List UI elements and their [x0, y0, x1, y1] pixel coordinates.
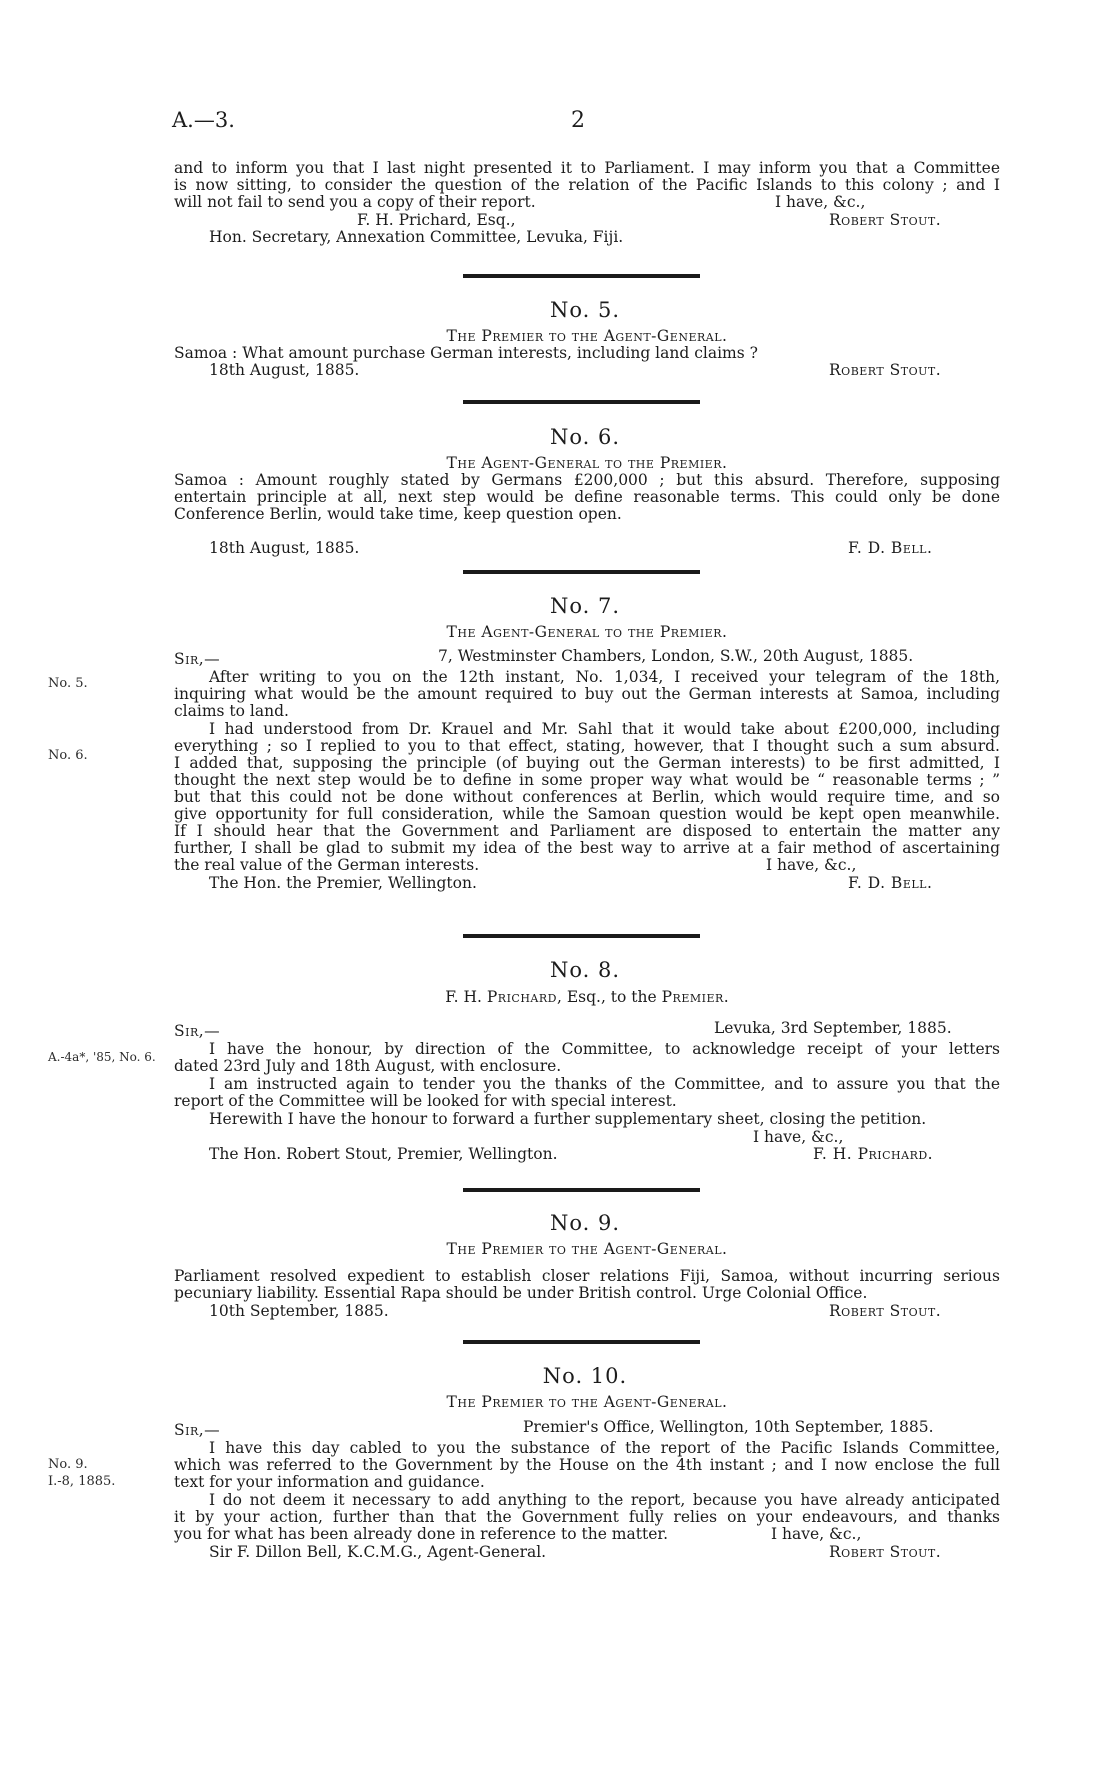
letter-signature: F. D. Bell.	[848, 874, 933, 892]
telegram-signature: F. D. Bell.	[848, 539, 933, 557]
margin-note: No. 6.	[48, 748, 88, 763]
text-line: I had understood from Dr. Krauel and Mr. Sahl that it would take about £200,000, including	[209, 720, 1000, 738]
letter-paragraph	[174, 1440, 1000, 1495]
document-heading: The Premier to the Agent-General.	[446, 1393, 728, 1411]
text-line: which was referred to the Government by the House on the 4th instant ; and I now enclose the full	[174, 1456, 1000, 1474]
text-line: further, I shall be glad to submit my idea of the best way to arrive at a fair method of ascertaining	[174, 839, 1000, 857]
text-line: If I should hear that the Government and Parliament are disposed to entertain the matter any	[174, 822, 1000, 840]
section-rule	[463, 400, 700, 404]
intro-closing: I have, &c.,	[775, 193, 866, 211]
letter-paragraph	[174, 1492, 1000, 1547]
document-number: No. 6.	[549, 425, 621, 449]
letter-addressee: The Hon. Robert Stout, Premier, Wellington.	[209, 1145, 558, 1163]
letter-paragraph	[174, 1076, 1000, 1114]
telegram-date: 18th August, 1885.	[209, 539, 360, 557]
salutation: Sir,—	[174, 650, 221, 668]
telegram-date: 18th August, 1885.	[209, 361, 360, 379]
heading-part: Prichard	[486, 988, 557, 1006]
text-line: entertain principle at all, next step would be define reasonable terms. This could only be done	[174, 488, 1000, 506]
letter-address: Levuka, 3rd September, 1885.	[714, 1019, 952, 1037]
salutation: Sir,—	[174, 1022, 221, 1040]
document-number: No. 9.	[549, 1211, 621, 1235]
text-line: I added that, supposing the principle (of buying out the German interests) to be first admitted, I	[174, 754, 1000, 772]
intro-addressee: F. H. Prichard, Esq.,	[357, 211, 516, 229]
document-heading: The Premier to the Agent-General.	[446, 327, 728, 345]
section-rule	[463, 274, 700, 278]
intro-line: is now sitting, to consider the question of the relation of the Pacific Islands to this colony ; and I	[174, 176, 1000, 194]
text-line: Parliament resolved expedient to establish closer relations Fiji, Samoa, without incurring serious	[174, 1267, 1000, 1285]
text-line: it by your action, further than that the Government fully relies on your endeavours, and thanks	[174, 1508, 1000, 1526]
section-rule	[463, 1340, 700, 1344]
heading-part: F. H.	[445, 988, 487, 1006]
intro-addressee-title: Hon. Secretary, Annexation Committee, Levuka, Fiji.	[209, 228, 624, 246]
telegram-signature: Robert Stout.	[829, 1302, 942, 1320]
text-line: claims to land.	[174, 702, 289, 720]
text-line: dated 23rd July and 18th August, with enclosure.	[174, 1057, 562, 1075]
section-rule	[463, 1188, 700, 1192]
text-line: I have this day cabled to you the substance of the report of the Pacific Islands Committee,	[209, 1439, 1000, 1457]
text-line: everything ; so I replied to you to that effect, stating, however, that I thought such a sum absurd.	[174, 737, 1000, 755]
telegram-signature: Robert Stout.	[829, 361, 942, 379]
intro-line: will not fail to send you a copy of their report.	[174, 193, 536, 211]
document-number: No. 8.	[549, 958, 621, 982]
telegram-date: 10th September, 1885.	[209, 1302, 389, 1320]
letter-paragraph: Herewith I have the honour to forward a further supplementary sheet, closing the petition.	[209, 1110, 927, 1128]
salutation: Sir,—	[174, 1421, 221, 1439]
margin-note: No. 5.	[48, 676, 88, 691]
section-rule	[463, 570, 700, 574]
text-line: pecuniary liability. Essential Rapa should be under British control. Urge Colonial Office.	[174, 1284, 868, 1302]
text-line: the real value of the German interests.	[174, 856, 480, 874]
margin-note: No. 9.	[48, 1457, 88, 1472]
text-line: you for what has been already done in reference to the matter.	[174, 1525, 669, 1543]
section-rule	[463, 934, 700, 938]
letter-closing: I have, &c.,	[771, 1525, 862, 1543]
letter-signature: Robert Stout.	[829, 1543, 942, 1561]
document-heading	[174, 988, 1000, 1006]
text-line: text for your information and guidance.	[174, 1473, 485, 1491]
letter-address: Premier's Office, Wellington, 10th September, 1885.	[523, 1418, 934, 1436]
document-number: No. 5.	[549, 298, 621, 322]
text-line: inquiring what would be the amount required to buy out the German interests at Samoa, including	[174, 685, 1000, 703]
document-heading: The Premier to the Agent-General.	[446, 1240, 728, 1258]
telegram-text	[174, 1268, 1000, 1306]
letter-closing: I have, &c.,	[753, 1128, 844, 1146]
text-line: I do not deem it necessary to add anything to the report, because you have already anticipated	[209, 1491, 1000, 1509]
document-heading: The Agent-General to the Premier.	[446, 623, 728, 641]
document-number: No. 7.	[549, 594, 621, 618]
heading-part: , Esq., to the	[556, 988, 662, 1006]
letter-addressee: The Hon. the Premier, Wellington.	[209, 874, 477, 892]
letter-signature: F. H. Prichard.	[813, 1145, 934, 1163]
letter-paragraph	[174, 721, 1000, 876]
text-line: I am instructed again to tender you the thanks of the Committee, and to assure you that the	[209, 1075, 1000, 1093]
letter-paragraph	[174, 1041, 1000, 1079]
letter-addressee: Sir F. Dillon Bell, K.C.M.G., Agent-General.	[209, 1543, 547, 1561]
telegram-text	[174, 472, 1000, 527]
text-line: Samoa : Amount roughly stated by Germans £200,000 ; but this absurd. Therefore, supposing	[174, 471, 1000, 489]
letter-closing: I have, &c.,	[766, 856, 857, 874]
intro-line: and to inform you that I last night presented it to Parliament. I may inform you that a Committee	[174, 159, 1000, 177]
text-line: I have the honour, by direction of the Committee, to acknowledge receipt of your letters	[209, 1040, 1000, 1058]
text-line: report of the Committee will be looked for with special interest.	[174, 1092, 677, 1110]
intro-signature: Robert Stout.	[829, 211, 942, 229]
letter-address: 7, Westminster Chambers, London, S.W., 20th August, 1885.	[438, 647, 914, 665]
telegram-text: Samoa : What amount purchase German interests, including land claims ?	[174, 344, 758, 362]
series-label: A.—3.	[172, 108, 235, 132]
heading-part: .	[723, 988, 729, 1006]
margin-note: I.-8, 1885.	[48, 1474, 116, 1489]
text-line: thought the next step would be to define in some proper way what would be “ reasonable terms ; ”	[174, 771, 1000, 789]
text-line: Conference Berlin, would take time, keep question open.	[174, 505, 622, 523]
text-line: After writing to you on the 12th instant, No. 1,034, I received your telegram of the 18th,	[209, 668, 1000, 686]
document-number: No. 10.	[542, 1364, 628, 1388]
page-number: 2	[571, 108, 585, 133]
text-line: but that this could not be done without conferences at Berlin, which would require time, and so	[174, 788, 1000, 806]
document-heading: The Agent-General to the Premier.	[446, 454, 728, 472]
margin-note: A.-4a*, '85, No. 6.	[48, 1050, 156, 1064]
heading-part: Premier	[661, 988, 724, 1006]
text-line: give opportunity for full consideration, while the Samoan question would be kept open meanwhile.	[174, 805, 1000, 823]
letter-paragraph	[174, 669, 1000, 724]
